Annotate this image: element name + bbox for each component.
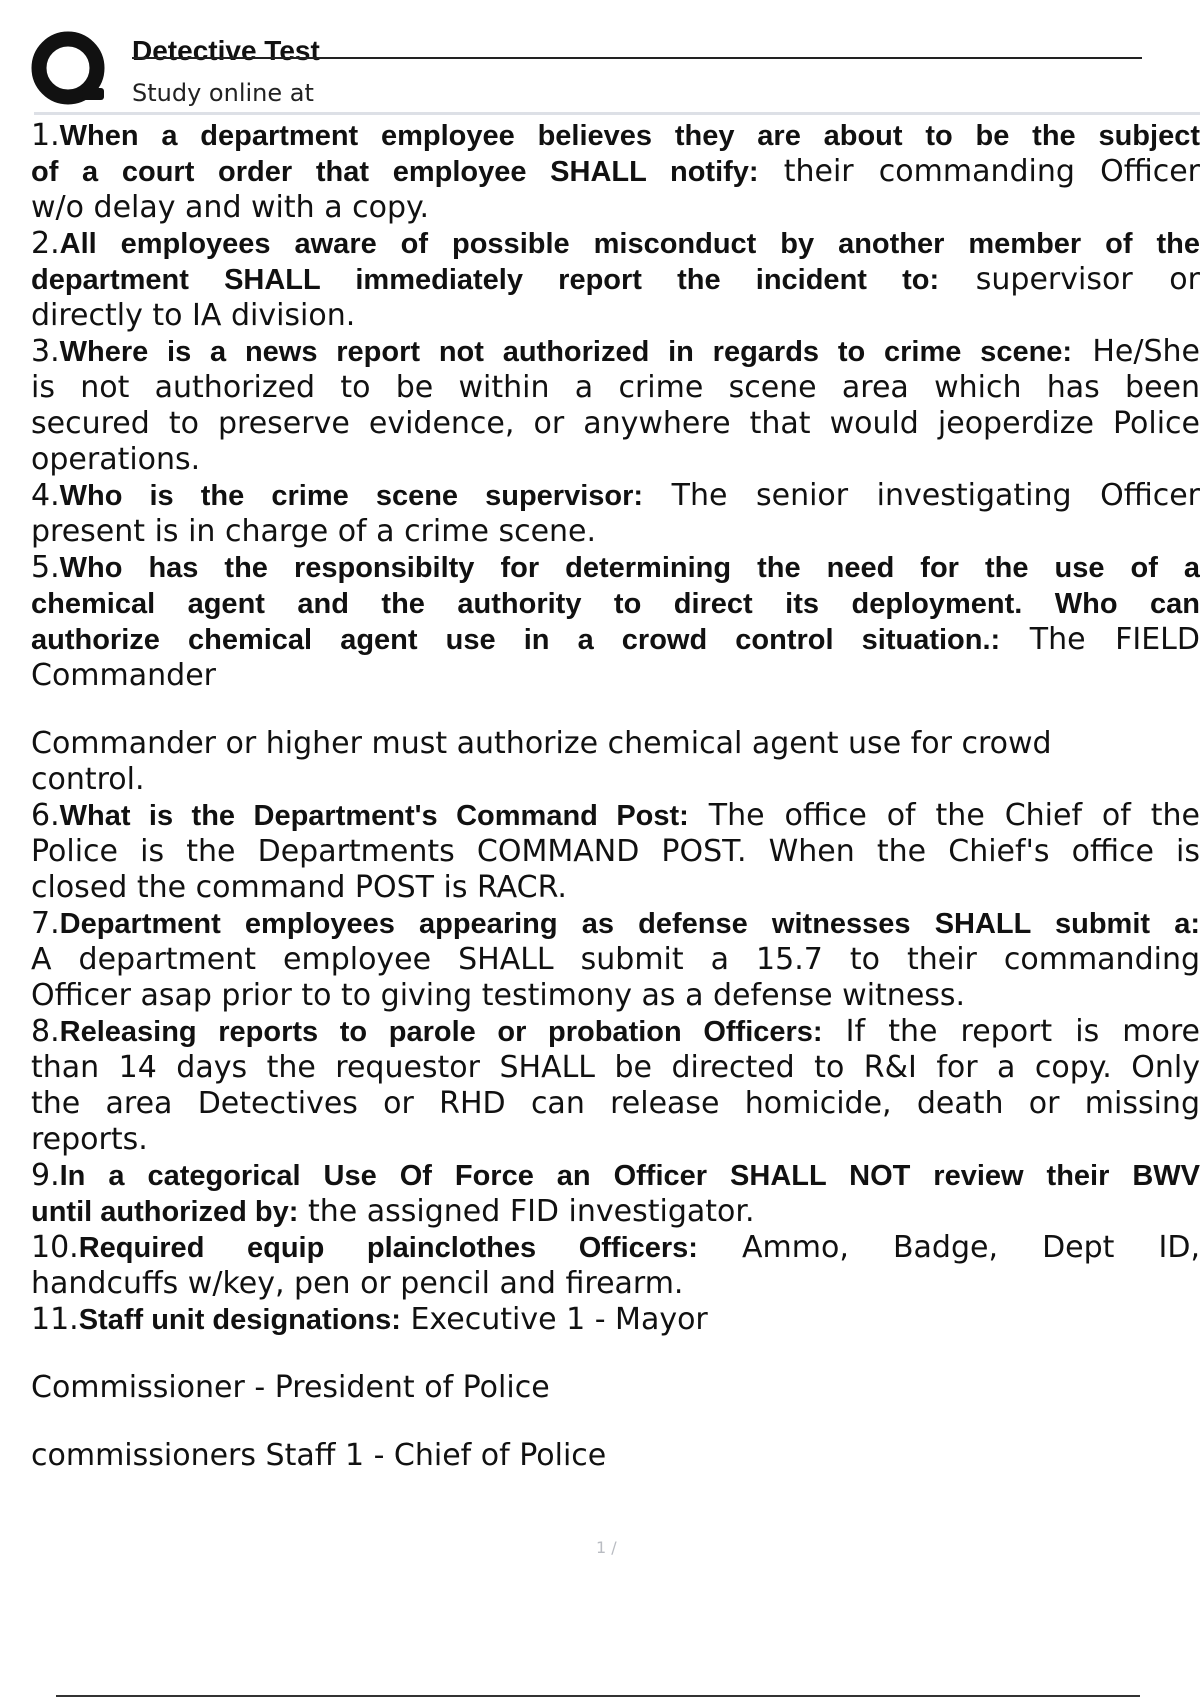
answer-text: A department employee SHALL submit a 15.7 to their commanding xyxy=(31,942,1200,977)
flashcard-line xyxy=(31,658,1200,694)
answer-text: is not authorized to be within a crime scene area which has been xyxy=(31,370,1200,405)
flashcard-line xyxy=(31,298,1200,334)
flashcard-item xyxy=(31,478,1200,550)
item-number: 10. xyxy=(31,1230,79,1265)
item-number: 9. xyxy=(31,1158,60,1193)
flashcard-item xyxy=(31,906,1200,1014)
flashcard-line xyxy=(31,550,1200,586)
question-text: Required equip plainclothes Officers: xyxy=(78,1232,698,1264)
answer-text: w/o delay and with a copy. xyxy=(31,190,430,225)
answer-text: The senior investigating Officer xyxy=(643,478,1200,513)
answer-text: closed the command POST is RACR. xyxy=(31,870,567,905)
answer-text: He/She xyxy=(1072,334,1200,369)
flashcard-line xyxy=(31,514,1200,550)
question-text: In a categorical Use Of Force an Officer SHALL NOT review their BWV xyxy=(59,1160,1200,1192)
answer-text: Commander xyxy=(31,658,216,693)
answer-text: The office of the Chief of the xyxy=(688,798,1200,833)
item-number: 6. xyxy=(31,798,60,833)
answer-text: secured to preserve evidence, or anywhere that would jeoperdize Police xyxy=(31,406,1200,441)
flashcard-line xyxy=(31,1194,1200,1230)
flashcard-line xyxy=(31,478,1200,514)
answer-text: Police is the Departments COMMAND POST. When the Chief's office is xyxy=(31,834,1200,869)
answer-text: If the report is more xyxy=(822,1014,1200,1049)
item-number: 3. xyxy=(31,334,60,369)
flashcard-line xyxy=(31,334,1200,370)
flashcard-line xyxy=(31,1158,1200,1194)
flashcard-line xyxy=(31,870,1200,906)
flashcard-item xyxy=(31,550,1200,798)
flashcard-item xyxy=(31,226,1200,334)
item-number: 1. xyxy=(31,118,60,153)
answer-continuation: Commander or higher must authorize chemical agent use for crowd xyxy=(31,726,1052,761)
question-text: authorize chemical agent use in a crowd control situation.: xyxy=(31,624,1001,656)
flashcard-line xyxy=(31,834,1200,870)
question-text: until authorized by: xyxy=(31,1196,299,1228)
flashcard-item xyxy=(31,1230,1200,1302)
flashcard-line xyxy=(31,1302,1200,1338)
question-text: Who is the crime scene supervisor: xyxy=(59,480,644,512)
flashcard-line xyxy=(31,1086,1200,1122)
flashcard-item xyxy=(31,798,1200,906)
answer-text: reports. xyxy=(31,1122,148,1157)
flashcard-line xyxy=(31,1266,1200,1302)
paragraph-gap xyxy=(31,694,1200,726)
page-number: 1 / xyxy=(596,1538,617,1557)
title-rule xyxy=(132,57,1142,59)
flashcard-item xyxy=(31,1014,1200,1158)
item-number: 4. xyxy=(31,478,60,513)
answer-text: directly to IA division. xyxy=(31,298,356,333)
question-text: Where is a news report not authorized in regards to crime scene: xyxy=(59,336,1073,368)
paragraph-gap xyxy=(31,1338,1200,1370)
flashcard-line xyxy=(31,226,1200,262)
flashcard-line xyxy=(31,190,1200,226)
question-text: department SHALL immediately report the incident to: xyxy=(31,264,940,296)
flashcard-line xyxy=(31,1050,1200,1086)
flashcard-line xyxy=(31,1230,1200,1266)
flashcard-line xyxy=(31,1014,1200,1050)
flashcard-line xyxy=(31,978,1200,1014)
flashcard-line xyxy=(31,586,1200,622)
page-header xyxy=(0,0,1200,116)
question-text: When a department employee believes they are about to be the subject xyxy=(59,120,1200,152)
question-text: Releasing reports to parole or probation Officers: xyxy=(59,1016,823,1048)
flashcard-list xyxy=(31,118,1200,1474)
header-divider xyxy=(34,112,1200,115)
question-text: What is the Department's Command Post: xyxy=(59,800,689,832)
flashcard-line xyxy=(31,798,1200,834)
answer-continuation: Commissioner - President of Police xyxy=(31,1370,550,1405)
flashcard-item xyxy=(31,1302,1200,1474)
answer-text: their commanding Officer xyxy=(758,154,1200,189)
flashcard-line xyxy=(31,622,1200,658)
flashcard-item xyxy=(31,334,1200,478)
answer-text: handcuffs w/key, pen or pencil and firearm. xyxy=(31,1266,684,1301)
answer-text: the assigned FID investigator. xyxy=(298,1194,755,1229)
answer-continuation: commissioners Staff 1 - Chief of Police xyxy=(31,1438,607,1473)
flashcard-line xyxy=(31,406,1200,442)
question-text: Staff unit designations: xyxy=(78,1304,401,1336)
question-text: Department employees appearing as defense witnesses SHALL submit a: xyxy=(59,908,1200,940)
question-text: of a court order that employee SHALL notify: xyxy=(31,156,759,188)
flashcard-item xyxy=(31,1158,1200,1230)
answer-continuation: control. xyxy=(31,762,145,797)
question-text: chemical agent and the authority to direct its deployment. Who can xyxy=(31,588,1200,620)
document-title: Detective Test xyxy=(132,35,320,66)
flashcard-line xyxy=(31,442,1200,478)
answer-text: operations. xyxy=(31,442,201,477)
question-text: All employees aware of possible misconduct by another member of the xyxy=(59,228,1200,260)
answer-text: supervisor or xyxy=(939,262,1200,297)
item-number: 7. xyxy=(31,906,60,941)
flashcard-line xyxy=(31,118,1200,154)
flashcard-line xyxy=(31,942,1200,978)
flashcard-line xyxy=(31,154,1200,190)
flashcard-line xyxy=(31,1122,1200,1158)
flashcard-line xyxy=(31,370,1200,406)
item-number: 2. xyxy=(31,226,60,261)
footer-rule xyxy=(56,1695,1140,1697)
answer-text: than 14 days the requestor SHALL be directed to R&I for a copy. Only xyxy=(31,1050,1200,1085)
study-online-text: Study online at xyxy=(132,79,314,107)
item-number: 11. xyxy=(31,1302,79,1337)
answer-text: Officer asap prior to to giving testimony as a defense witness. xyxy=(31,978,966,1013)
flashcard-item xyxy=(31,118,1200,226)
item-number: 8. xyxy=(31,1014,60,1049)
item-number: 5. xyxy=(31,550,60,585)
flashcard-line xyxy=(31,906,1200,942)
answer-text: present is in charge of a crime scene. xyxy=(31,514,597,549)
quizlet-logo-icon xyxy=(30,30,110,110)
question-text: Who has the responsibilty for determining the need for the use of a xyxy=(59,552,1200,584)
answer-text: Executive 1 - Mayor xyxy=(400,1302,708,1337)
paragraph-gap xyxy=(31,1406,1200,1438)
answer-text: Ammo, Badge, Dept ID, xyxy=(697,1230,1200,1265)
answer-text: the area Detectives or RHD can release homicide, death or missing xyxy=(31,1086,1200,1121)
answer-text: The FIELD xyxy=(1000,622,1200,657)
flashcard-line xyxy=(31,262,1200,298)
